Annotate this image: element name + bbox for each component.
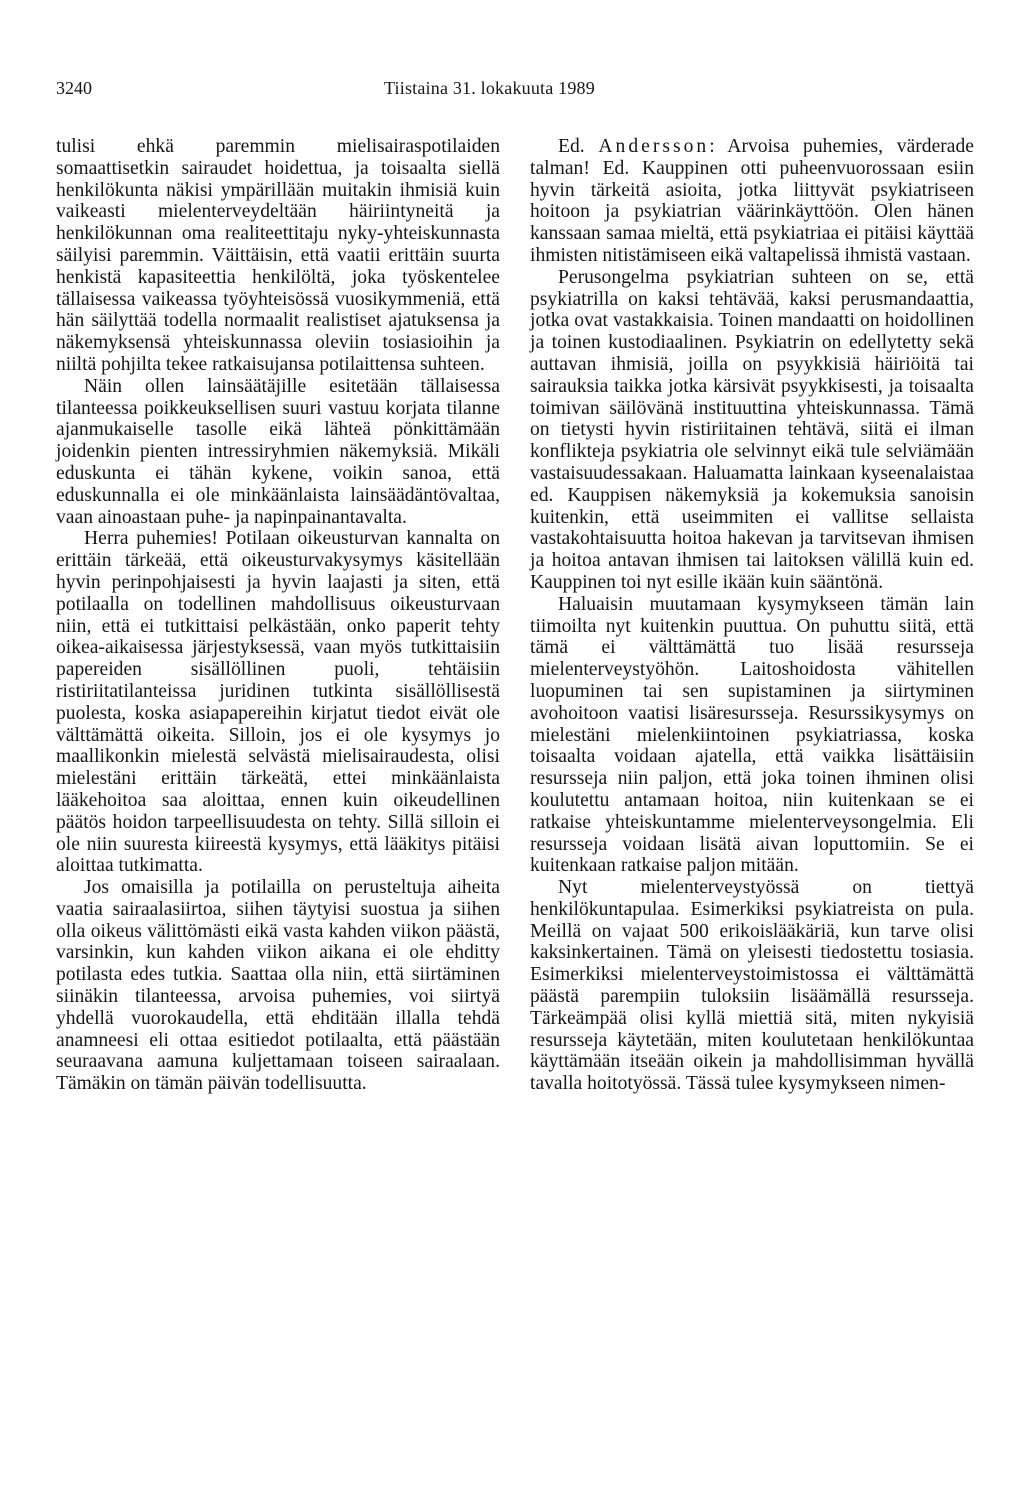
right-paragraph-3: Haluaisin muutamaan kysymykseen tämän lain tiimoilta nyt kuitenkin puuttua. On puhuttu siitä, että tämä ei välttämättä tuo lisää resursseja mielenterveystyöhön. Laitoshoidosta vähitellen luopuminen tai sen supistaminen ja siirtyminen avohoitoon vaatisi lisäresursseja. Resurssikysymys on mielestäni mielenkiintoinen psykiatriassa, koska toisaalta voidaan ajatella, että vaikka lisättäisiin resursseja niin paljon, että joka toinen ihminen olisi koulutettu antamaan hoitoa, niin kuitenkaan se ei ratkaise yhteiskuntamme mielenterveysongelmia. Eli resursseja voidaan lisätä aivan loputtomiin. Se ei kuitenkaan ratkaise paljon mitään. (530, 593, 974, 877)
speech-opening: : Arvoisa puhemies, värderade talman! Ed. Kauppinen otti puheenvuorossaan esiin hyvin tärkeitä asioita, jotka liittyvät psykiatriseen hoitoon ja psykiatrian väärinkäyttöön. Olen hänen kanssaan samaa mieltä, että psykiatriaa ei pitäisi käyttää ihmisten nitistämiseen eikä valtapelissä ihmistä vastaan. (530, 136, 975, 266)
left-paragraph-1: tulisi ehkä paremmin mielisairaspotilaiden somaattisetkin sairaudet hoidettua, ja toisaalta siellä henkilökunta näkisi ympärillään muitakin ihmisiä kuin vaikeasti mielenterveydeltään häiriintyneitä ja henkilökunnan oma realiteettitaju nyky-yhteiskunnasta säilyisi paremmin. Väittäisin, että vaatii erittäin suurta henkistä kapasiteettia henkilöltä, joka työskentelee tällaisessa vaikeassa työyhteisössä vuosikymmeniä, että hän säilyttää todella normaalit realistiset ajatuksensa ja näkemyksensä yhteiskunnassa oleviin tosiasioihin ja niiltä pohjilta tekee ratkaisujansa potilaittensa suhteen. (56, 136, 500, 375)
left-paragraph-2: Näin ollen lainsäätäjille esitetään tällaisessa tilanteessa poikkeuksellisen suuri vastuu korjata tilanne ajanmukaiselle tasolle eikä lähteä pönkittämään joidenkin pienten intressiryhmien näkemyksiä. Mikäli eduskunta ei tähän kykene, voikin sanoa, että eduskunnalla ei ole minkäänlaista lainsäädäntövaltaa, vaan ainoastaan puhe- ja napinpainantavalta. (56, 375, 500, 528)
right-paragraph-1 (530, 136, 974, 267)
right-paragraph-2: Perusongelma psykiatrian suhteen on se, että psykiatrilla on kaksi tehtävää, kaksi perusmandaattia, jotka ovat vastakkaisia. Toinen mandaatti on hoidollinen ja toinen kustodiaalinen. Psykiatrin on edellytetty sekä auttavan ihmisiä, joilla on psyykkisiä häiriöitä tai sairauksia taikka jotka kärsivät psyykkisesti, ja toisaalta toimivan säilövänä instituuttina yhteiskunnassa. Tämä on tietysti hyvin ristiriitainen tehtävä, siitä ei ilman konflikteja psykiatria ole selvinnyt eikä tule selviämään vastaisuudessakaan. Haluamatta lainkaan kyseenalaistaa ed. Kauppisen näkemyksiä ja kokemuksia sanoisin kuitenkin, että useimmiten ei vallitse sellaista vastakohtaisuutta hoitoa hakevan ja tarvitsevan ihmisen ja hoitoa antavan ihmisen tai laitoksen välillä kuin ed. Kauppinen toi nyt esille ikään kuin sääntönä. (530, 266, 974, 593)
right-paragraph-4: Nyt mielenterveystyössä on tiettyä henkilökuntapulaa. Esimerkiksi psykiatreista on pula. Meillä on vajaat 500 erikoislääkäriä, kun tarve olisi kaksinkertainen. Tämä on yleisesti tiedostettu tosiasia. Esimerkiksi mielenterveystoimistossa ei välttämättä päästä parempiin tuloksiin lisäämällä resursseja. Tärkeämpää olisi kyllä miettiä sitä, miten nykyisiä resursseja käytetään, miten koulutetaan henkilökuntaa käyttämään itseään oikein ja mahdollisimman hyvällä tavalla hoitotyössä. Tässä tulee kysymykseen nimen- (530, 877, 974, 1095)
speaker-name: Andersson (598, 136, 710, 157)
left-text-column (56, 136, 500, 1095)
right-text-column (530, 136, 974, 1095)
left-paragraph-3: Herra puhemies! Potilaan oikeusturvan kannalta on erittäin tärkeää, että oikeusturvakysymys käsitellään hyvin perinpohjaisesti ja hyvin laajasti ja siten, että potilaalla on todellinen mahdollisuus oikeusturvaan niin, että ei tutkittaisi pelkästään, onko paperit tehty oikea-aikaisessa järjestyksessä, vaan myös tutkittaisiin papereiden sisällöllinen puoli, tehtäisiin ristiriitatilanteissa juridinen tutkinta sisällöllisestä puolesta, koska asiapapereihin kirjatut tiedot eivät ole välttämättä oikeita. Silloin, jos ei ole kysymys jo maallikonkin mielestä selvästä mielisairaudesta, olisi mielestäni erittäin tärkeätä, ettei minkäänlaista lääkehoitoa saa aloittaa, ennen kuin oikeudellinen päätös hoidon tarpeellisuudesta on tehty. Sillä silloin ei ole niin suuresta kiireestä kysymys, että lääkitys pitäisi aloittaa tutkimatta. (56, 528, 500, 877)
speaker-prefix: Ed. (558, 136, 585, 157)
left-paragraph-4: Jos omaisilla ja potilailla on perusteltuja aiheita vaatia sairaalasiirtoa, siihen täytyisi suostua ja siihen olla oikeus välittömästi eikä vasta kahden viikon päästä, varsinkin, kun kahden viikon aikana ei ole ehditty potilasta edes tutkia. Saattaa olla niin, että siirtäminen siinäkin tilanteessa, arvoisa puhemies, voi siirtyä yhdellä vuorokaudella, että ehditään illalla tehdä anamneesi eli ottaa esitiedot potilaalta, että päästään seuraavana aamuna kuljettamaan toiseen sairaalaan. Tämäkin on tämän päivän todellisuutta. (56, 877, 500, 1095)
page-number: 3240 (56, 78, 92, 98)
running-head-date: Tiistaina 31. lokakuuta 1989 (384, 78, 595, 98)
